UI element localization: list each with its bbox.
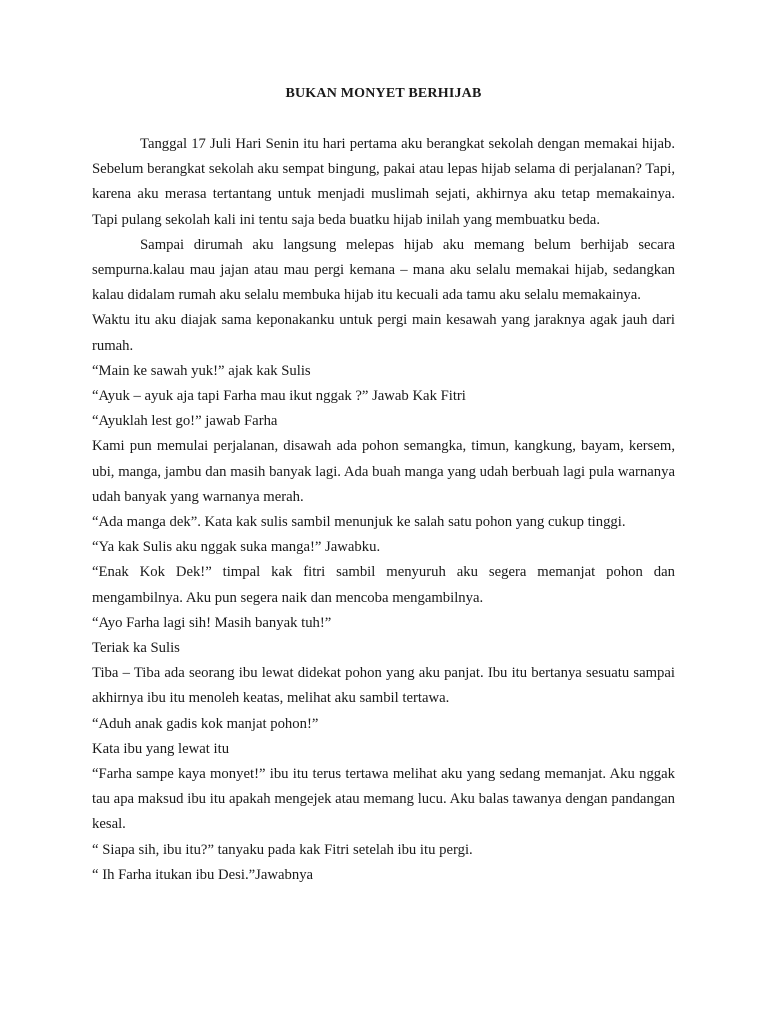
paragraph-18: “ Ih Farha itukan ibu Desi.”Jawabnya bbox=[92, 866, 314, 883]
paragraph-1: Tanggal 17 Juli Hari Senin itu hari pertama aku berangkat sekolah dengan memakai hijab. Sebelum berangkat sekolah aku sempat bingung, pakai atau lepas hijab selama di perjalanan? Tapi, karena aku merasa tertantang untuk menjadi muslimah sejati, akhirnya aku tetap memakainya. Tapi pulang sekolah kali ini tentu saja beda buatku hijab inilah yang membuatku beda. bbox=[92, 136, 675, 228]
paragraph-12: Teriak ka Sulis bbox=[92, 640, 180, 657]
paragraph-17: “ Siapa sih, ibu itu?” tanyaku pada kak Fitri setelah ibu itu pergi. bbox=[92, 841, 473, 858]
paragraph-8: “Ada manga dek”. Kata kak sulis sambil menunjuk ke salah satu pohon yang cukup tinggi. bbox=[92, 514, 626, 531]
paragraph-11: “Ayo Farha lagi sih! Masih banyak tuh!” bbox=[92, 614, 332, 631]
paragraph-16: “Farha sampe kaya monyet!” ibu itu terus tertawa melihat aku yang sedang memanjat. Aku nggak tau apa maksud ibu itu apakah mengejek atau memang lucu. Aku balas tawanya dengan pandangan kesal. bbox=[92, 766, 675, 833]
paragraph-6: “Ayuklah lest go!” jawab Farha bbox=[92, 413, 278, 430]
paragraph-15: Kata ibu yang lewat itu bbox=[92, 740, 230, 757]
document-page bbox=[92, 81, 675, 888]
paragraph-5: “Ayuk – ayuk aja tapi Farha mau ikut nggak ?” Jawab Kak Fitri bbox=[92, 388, 466, 405]
paragraph-2: Sampai dirumah aku langsung melepas hijab aku memang belum berhijab secara sempurna.kalau mau jajan atau mau pergi kemana – mana aku selalu memakai hijab, sedangkan kalau didalam rumah aku selalu membuka hijab itu kecuali ada tamu aku selalu memakainya. bbox=[92, 236, 675, 304]
document-title: BUKAN MONYET BERHIJAB bbox=[285, 86, 482, 101]
paragraph-10: “Enak Kok Dek!” timpal kak fitri sambil menyuruh aku segera memanjat pohon dan mengambilnya. Aku pun segera naik dan mencoba mengambilnya. bbox=[92, 564, 675, 606]
paragraph-13: Tiba – Tiba ada seorang ibu lewat didekat pohon yang aku panjat. Ibu itu bertanya sesuatu sampai akhirnya ibu itu menoleh keatas, melihat aku sambil tertawa. bbox=[92, 665, 675, 707]
paragraph-3: Waktu itu aku diajak sama keponakanku untuk pergi main kesawah yang jaraknya agak jauh dari rumah. bbox=[92, 312, 675, 354]
paragraph-14: “Aduh anak gadis kok manjat pohon!” bbox=[92, 715, 319, 732]
paragraph-4: “Main ke sawah yuk!” ajak kak Sulis bbox=[92, 362, 311, 379]
paragraph-9: “Ya kak Sulis aku nggak suka manga!” Jawabku. bbox=[92, 539, 381, 556]
paragraph-7: Kami pun memulai perjalanan, disawah ada pohon semangka, timun, kangkung, bayam, kersem, ubi, manga, jambu dan masih banyak lagi. Ada buah manga yang udah berbuah lagi pula warnanya udah banyak yang warnanya merah. bbox=[92, 438, 675, 505]
